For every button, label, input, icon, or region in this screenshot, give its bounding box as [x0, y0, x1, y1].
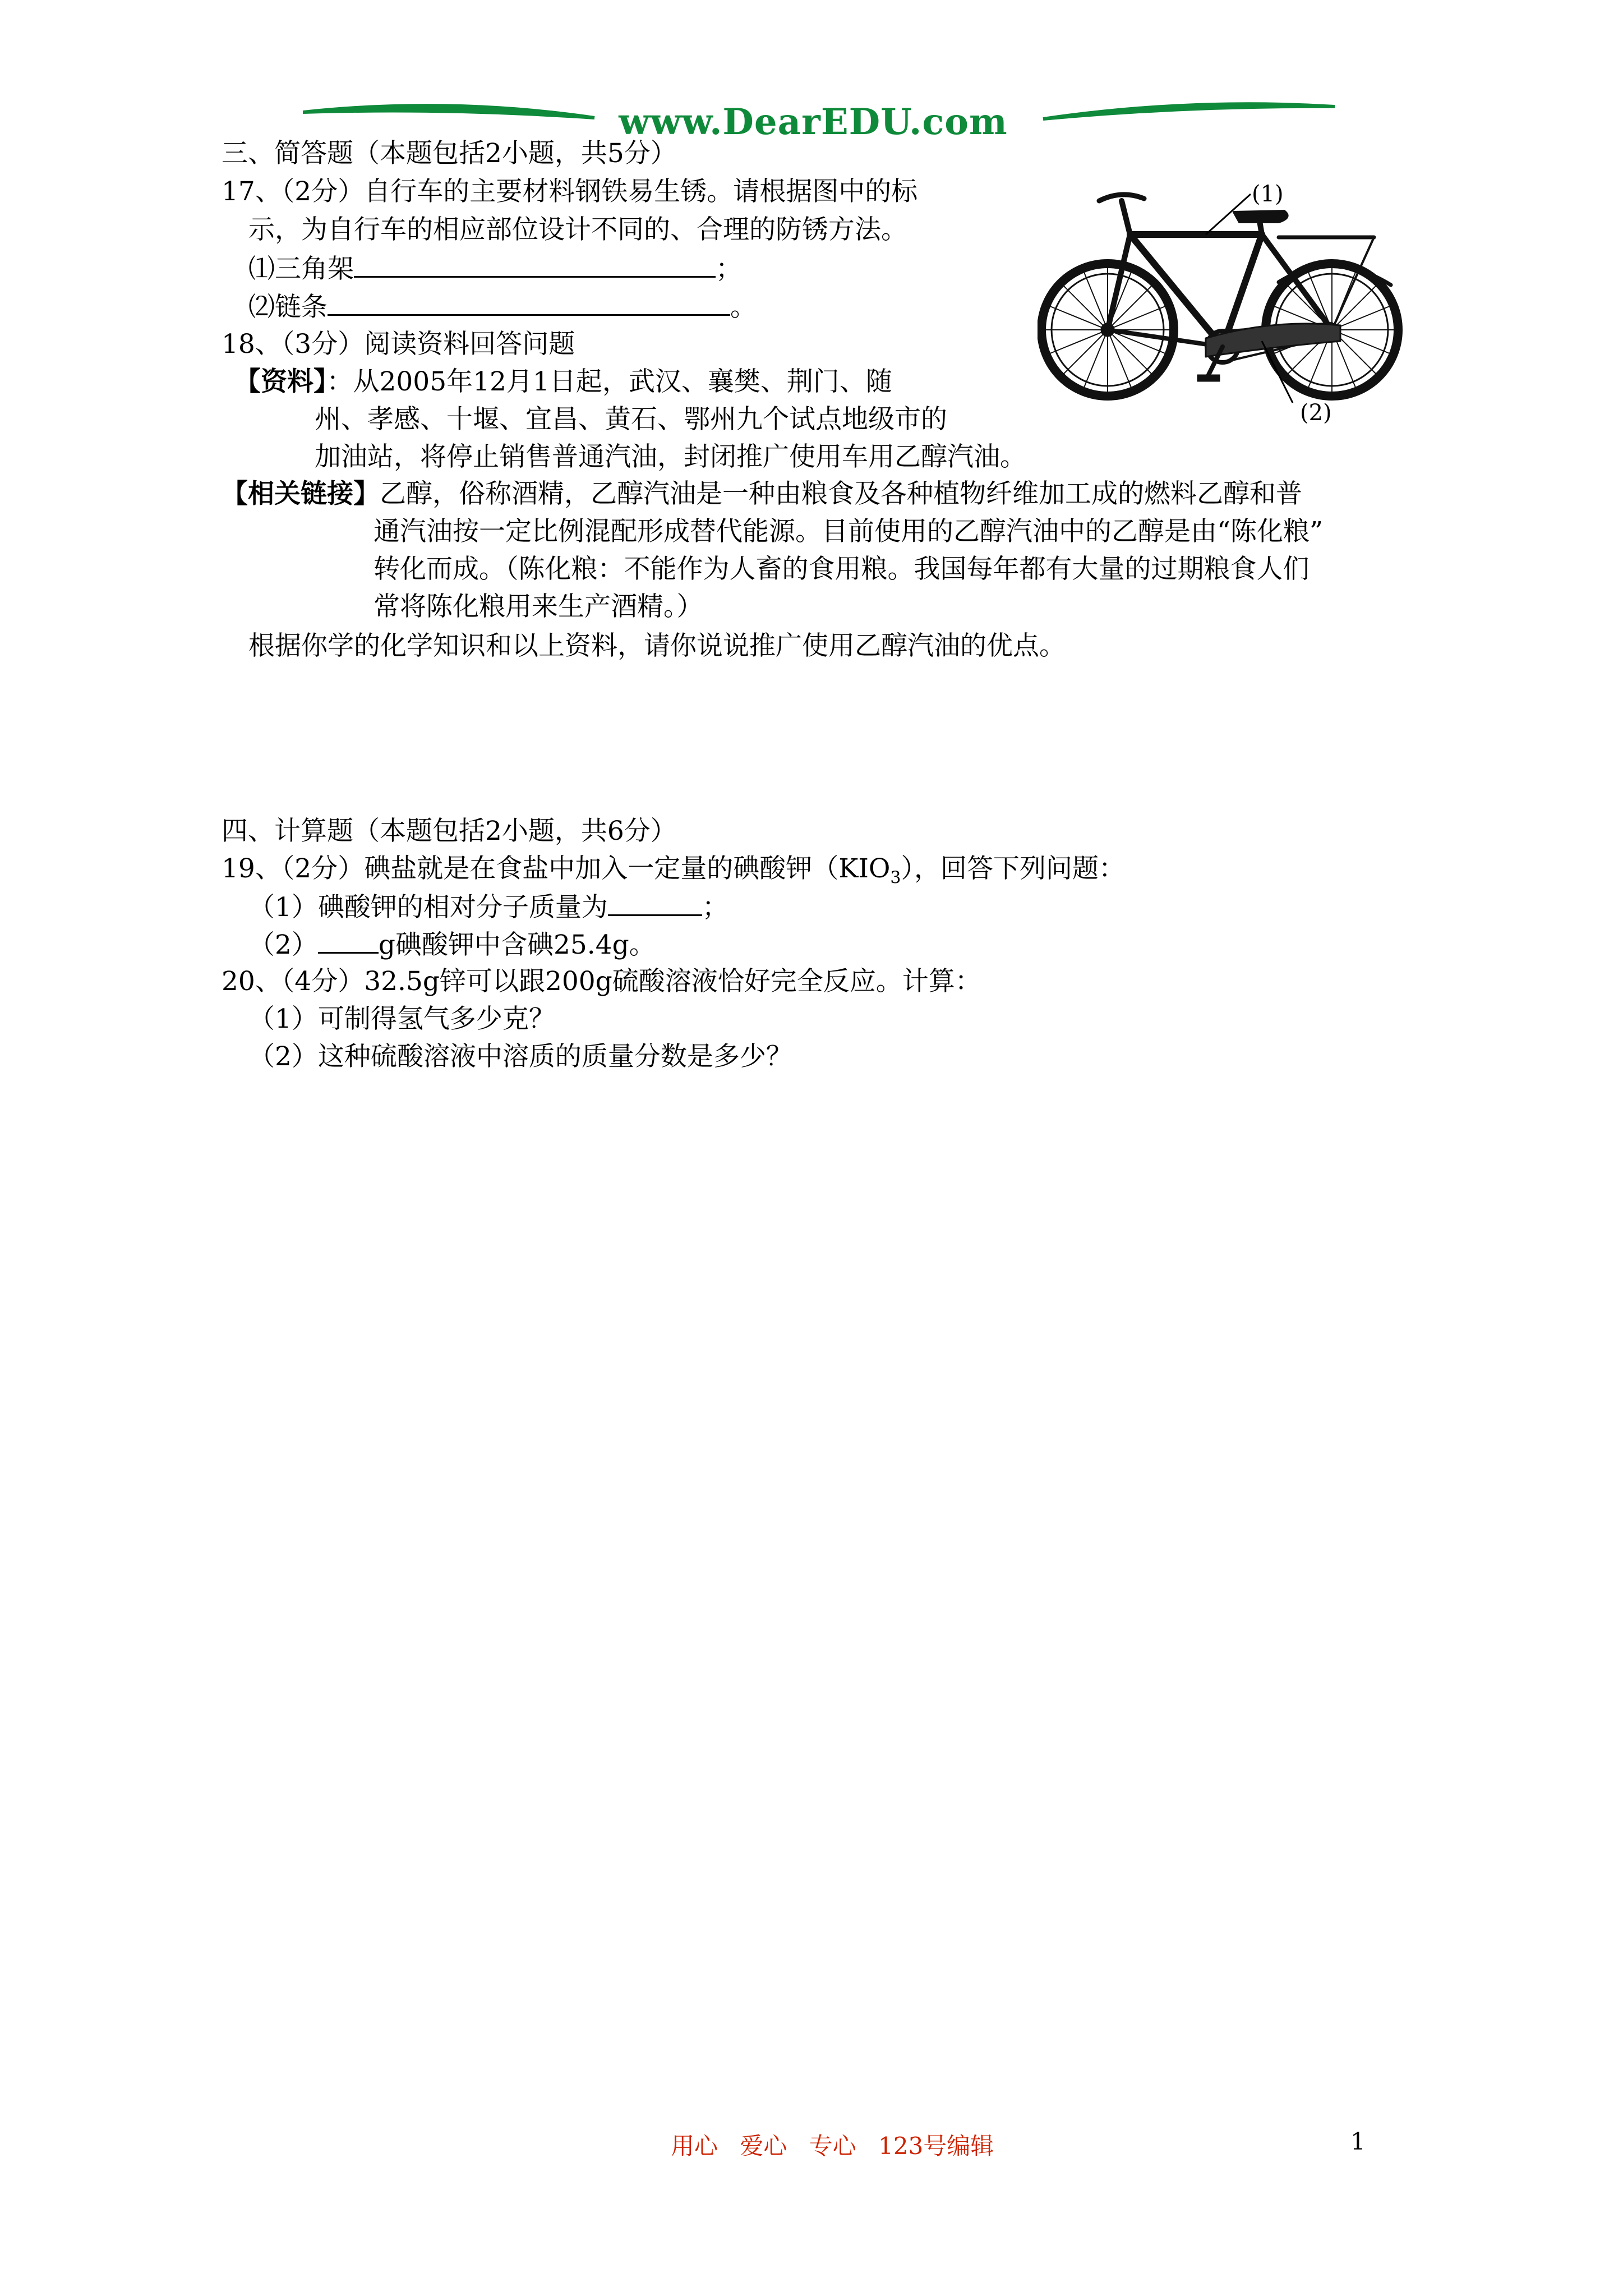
- q19-line1: [222, 852, 1125, 886]
- footer-item-4: 123号编辑: [878, 2132, 994, 2160]
- q17-item2-label: ⑵链条: [248, 292, 328, 323]
- footer-item-2: 爱心: [740, 2132, 787, 2160]
- q18-material-line2: 州、孝感、十堰、宜昌、黄石、鄂州九个试点地级市的: [315, 404, 947, 435]
- q19-item2-a: （2）: [248, 930, 318, 960]
- q19-item2: [248, 927, 656, 962]
- q18-link-line4: 常将陈化粮用来生产酒精。）: [374, 591, 703, 622]
- logo-text: www.DearEDU.com: [619, 101, 1008, 143]
- footer-item-1: 用心: [671, 2132, 718, 2160]
- q20-item2: （2）这种硫酸溶液中溶质的质量分数是多少？: [248, 1041, 792, 1072]
- q18-link-label: 【相关链接】: [222, 478, 380, 509]
- bicycle-callout-2: (2): [1300, 400, 1332, 426]
- q18-material-label: 【资料】: [234, 366, 327, 397]
- q18-link-line2: 通汽油按一定比例混配形成替代能源。目前使用的乙醇汽油中的乙醇是由“陈化粮”: [374, 516, 1324, 547]
- q19-item1-answer-blank[interactable]: [608, 890, 702, 916]
- q17-item1-label: ⑴三角架: [248, 254, 354, 284]
- q17-line2: 示，为自行车的相应部位设计不同的、合理的防锈方法。: [248, 214, 907, 245]
- q18-material-line3: 加油站，将停止销售普通汽油，封闭推广使用车用乙醇汽油。: [315, 441, 1026, 472]
- q19-item1-end: ；: [702, 892, 728, 923]
- q18-question: 根据你学的化学知识和以上资料，请你说说推广使用乙醇汽油的优点。: [248, 631, 1066, 661]
- q17-item2-end: 。: [730, 292, 757, 323]
- q18-line1: 18、（3分）阅读资料回答问题: [222, 329, 575, 360]
- q18-link-line3: 转化而成。（陈化粮：不能作为人畜的食用粮。我国每年都有大量的过期粮食人们: [374, 554, 1310, 585]
- q20-line1: 20、（4分）32.5g锌可以跟200g硫酸溶液恰好完全反应。计算：: [222, 966, 981, 997]
- q19-item1: [248, 890, 728, 924]
- q18-material-text1: ：从2005年12月1日起，武汉、襄樊、荆门、随: [326, 366, 892, 397]
- footer-item-3: 专心: [809, 2132, 856, 2160]
- q17-item1: [248, 251, 742, 286]
- page-number: 1: [1350, 2128, 1366, 2155]
- bicycle-icon: [1038, 178, 1464, 425]
- q19-item1-text: （1）碘酸钾的相对分子质量为: [248, 892, 608, 923]
- bicycle-callout-1: (1): [1252, 181, 1284, 207]
- q17-item1-answer-blank[interactable]: [354, 251, 716, 278]
- q19-line1-subscript: 3: [890, 868, 901, 888]
- bicycle-illustration: [1038, 178, 1464, 425]
- q20-item1: （1）可制得氢气多少克？: [248, 1004, 555, 1034]
- q17-item2: [248, 289, 757, 324]
- q17-item2-answer-blank[interactable]: [328, 289, 730, 316]
- q19-item2-answer-blank[interactable]: [318, 927, 379, 954]
- q18-link-line1: [222, 477, 1302, 511]
- q19-item2-b: g碘酸钾中含碘25.4g。: [378, 930, 656, 960]
- section4-heading: 四、计算题（本题包括2小题，共6分）: [222, 816, 677, 846]
- q17-line1: 17、（2分）自行车的主要材料钢铁易生锈。请根据图中的标: [222, 176, 918, 207]
- section3-heading: 三、简答题（本题包括2小题，共5分）: [222, 138, 677, 169]
- q19-line1-b: ），回答下列问题：: [901, 853, 1126, 884]
- q17-item1-end: ；: [716, 254, 742, 284]
- q18-link-text1: 乙醇，俗称酒精，乙醇汽油是一种由粮食及各种植物纤维加工成的燃料乙醇和普: [380, 478, 1302, 509]
- page-footer: [671, 2128, 1008, 2161]
- q19-line1-a: 19、（2分）碘盐就是在食盐中加入一定量的碘酸钾（KIO: [222, 853, 891, 884]
- q18-material-line1: [234, 365, 892, 399]
